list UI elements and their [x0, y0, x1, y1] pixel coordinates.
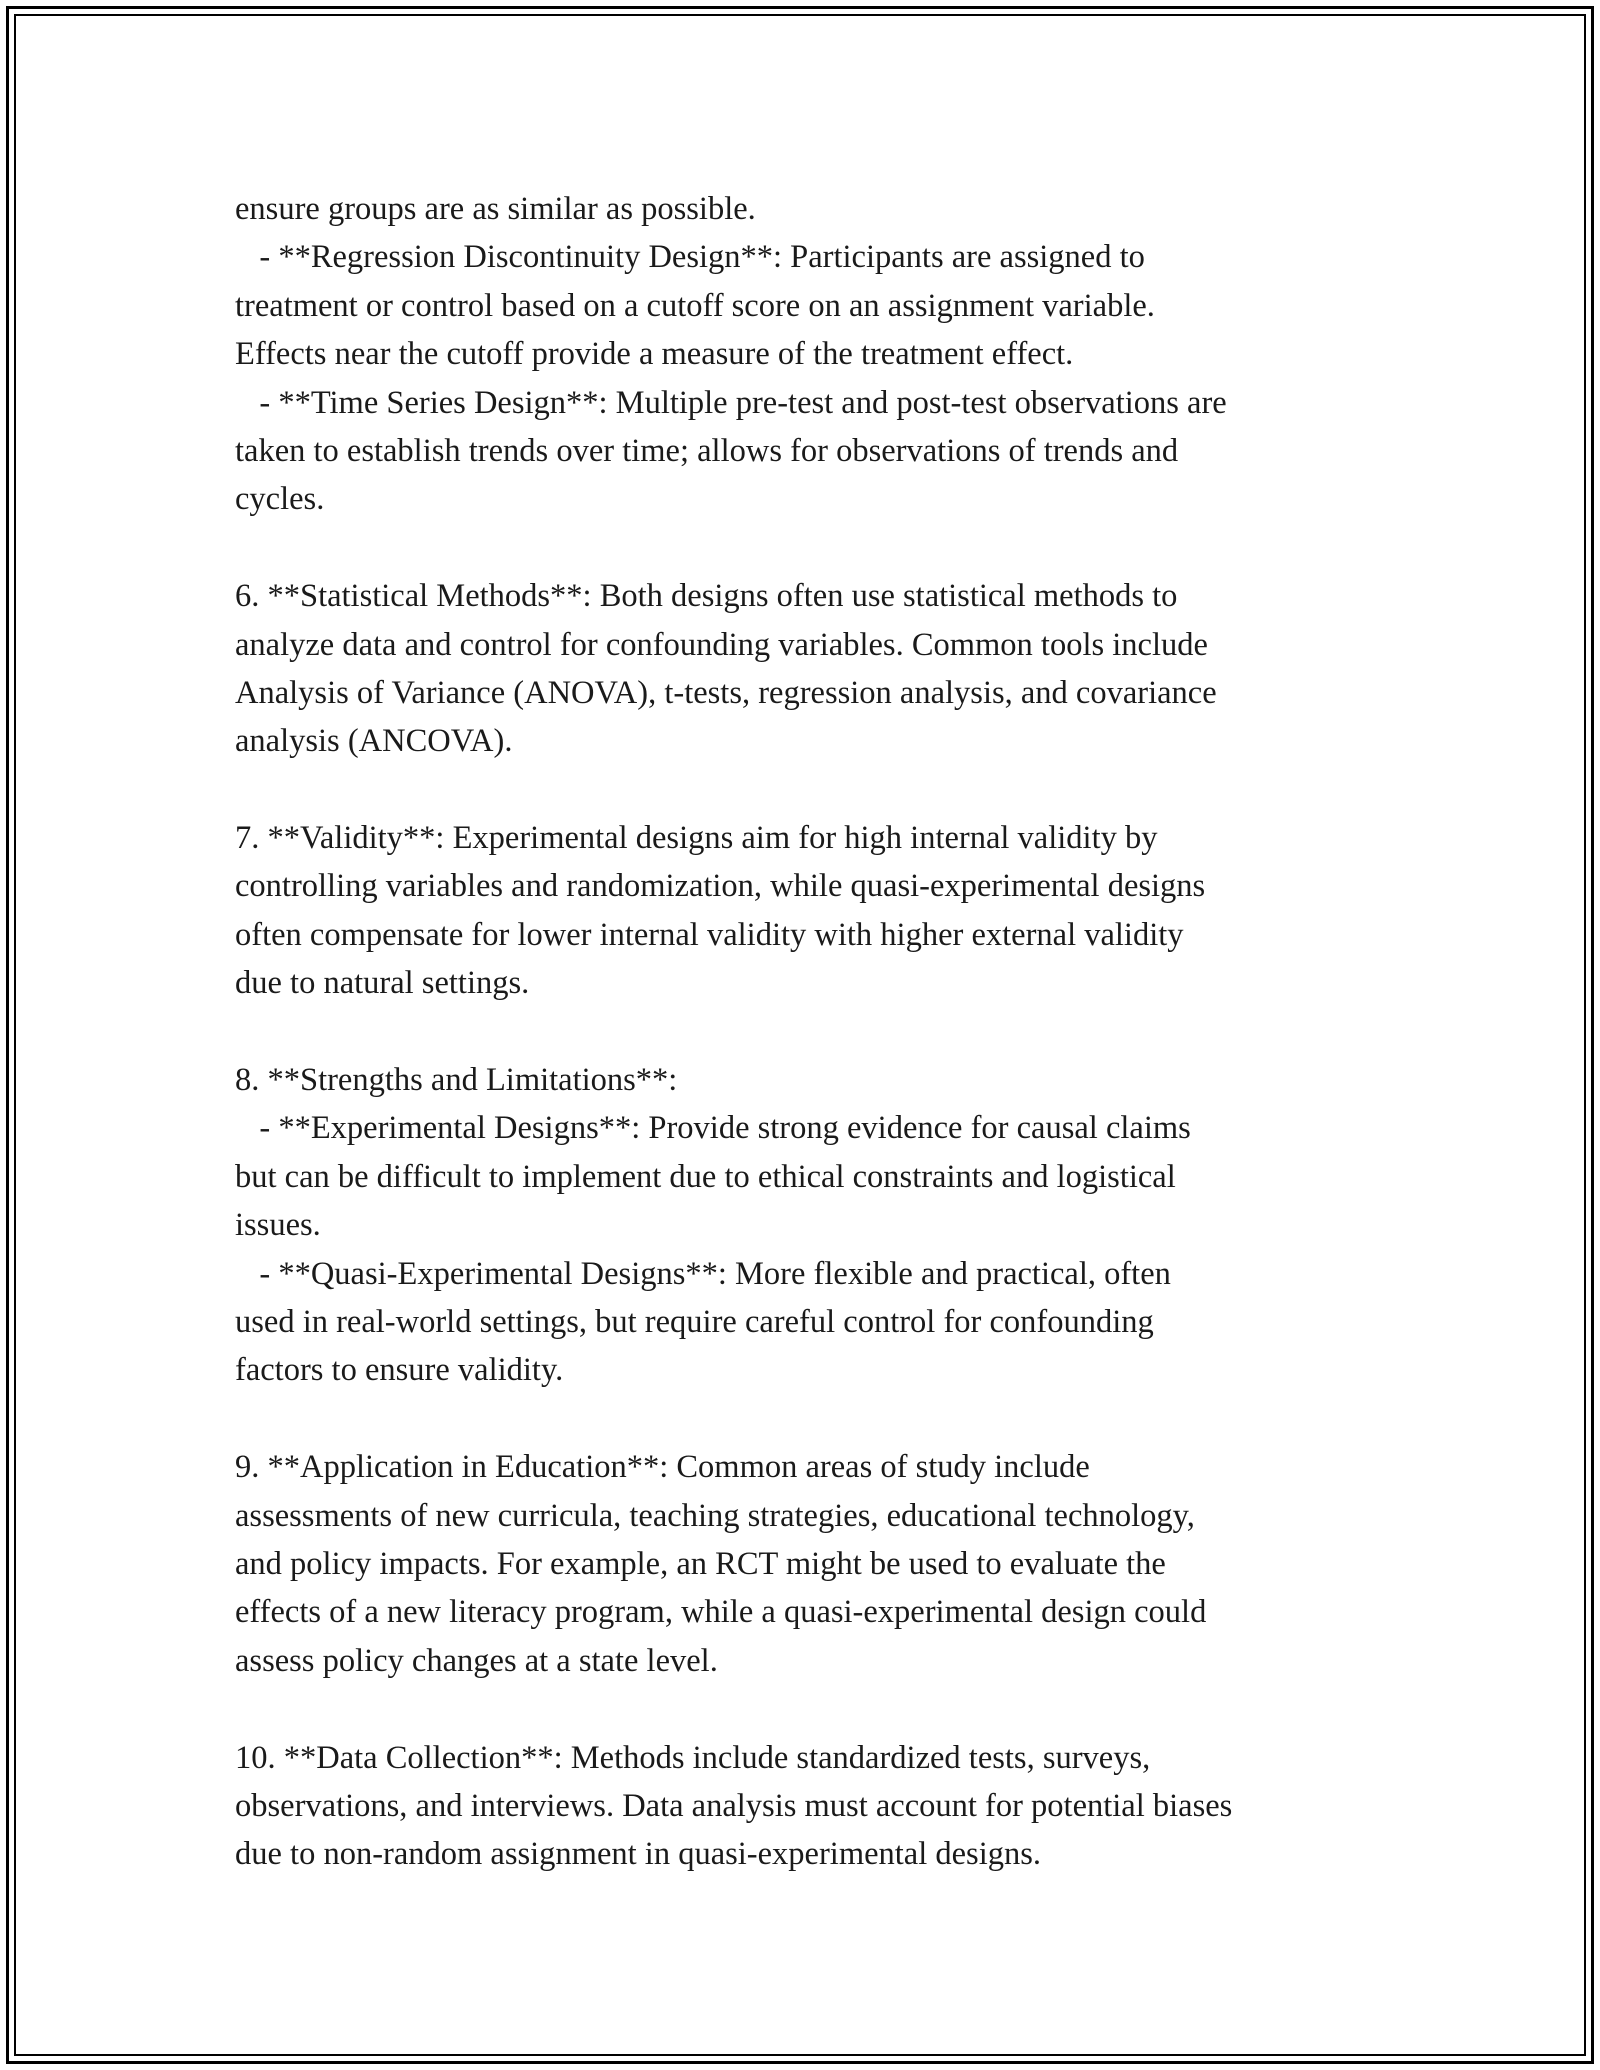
blank-line [235, 766, 1395, 814]
document-text [235, 185, 1395, 1879]
blank-line [235, 1008, 1395, 1056]
blank-line [235, 1685, 1395, 1733]
text-line: 6. **Statistical Methods**: Both designs often use statistical methods to [235, 578, 1178, 615]
text-line: cycles. [235, 481, 325, 518]
text-line: controlling variables and randomization, while quasi-experimental designs [235, 868, 1206, 905]
blank-line [235, 524, 1395, 572]
text-line: observations, and interviews. Data analysis must account for potential biases [235, 1787, 1233, 1824]
text-line: ensure groups are as similar as possible. [235, 191, 756, 227]
text-line: and policy impacts. For example, an RCT might be used to evaluate the [235, 1545, 1166, 1582]
text-line: used in real-world settings, but require careful control for confounding [235, 1303, 1154, 1340]
text-line: 10. **Data Collection**: Methods include standardized tests, surveys, [235, 1739, 1151, 1776]
text-line: - **Time Series Design**: Multiple pre-test and post-test observations are [235, 384, 1227, 421]
text-line: effects of a new literacy program, while a quasi-experimental design could [235, 1594, 1207, 1631]
text-line: Effects near the cutoff provide a measure of the treatment effect. [235, 336, 1074, 373]
text-line: due to non-random assignment in quasi-experimental designs. [235, 1836, 1042, 1873]
text-line: 7. **Validity**: Experimental designs aim for high internal validity by [235, 820, 1158, 857]
text-line: assessments of new curricula, teaching strategies, educational technology, [235, 1497, 1195, 1534]
text-line: taken to establish trends over time; allows for observations of trends and [235, 432, 1179, 469]
text-line: 8. **Strengths and Limitations**: [235, 1062, 678, 1099]
text-line: but can be difficult to implement due to ethical constraints and logistical [235, 1158, 1176, 1195]
text-line: - **Experimental Designs**: Provide strong evidence for causal claims [235, 1110, 1191, 1147]
text-line: factors to ensure validity. [235, 1352, 564, 1389]
text-line: due to natural settings. [235, 965, 530, 1002]
text-line: analyze data and control for confounding variables. Common tools include [235, 626, 1208, 663]
text-line: assess policy changes at a state level. [235, 1642, 718, 1679]
text-line: Analysis of Variance (ANOVA), t-tests, regression analysis, and covariance [235, 674, 1217, 711]
text-line: - **Regression Discontinuity Design**: Participants are assigned to [235, 239, 1145, 276]
text-line: analysis (ANCOVA). [235, 723, 513, 760]
text-line: treatment or control based on a cutoff score on an assignment variable. [235, 287, 1155, 324]
text-line: issues. [235, 1207, 321, 1244]
text-line: - **Quasi-Experimental Designs**: More flexible and practical, often [235, 1255, 1171, 1292]
text-line: 9. **Application in Education**: Common areas of study include [235, 1449, 1090, 1486]
text-line: often compensate for lower internal validity with higher external validity [235, 916, 1184, 953]
blank-line [235, 1395, 1395, 1443]
